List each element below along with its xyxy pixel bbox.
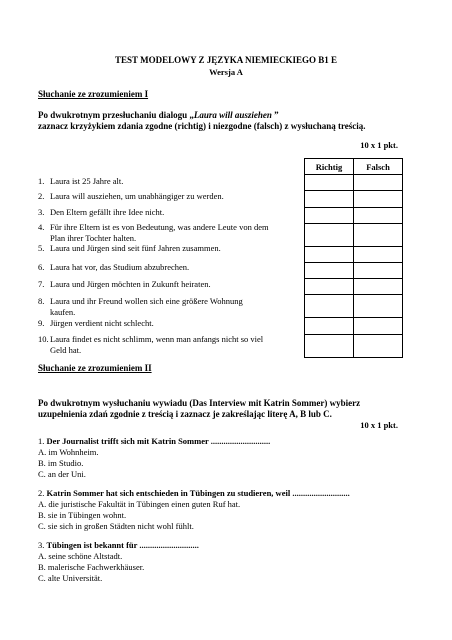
answer-cell-richtig-1[interactable] [305, 175, 354, 191]
answer-option[interactable]: B. sie in Tübingen wohnt. [38, 510, 127, 520]
section2-points: 10 x 1 pkt. [360, 420, 398, 430]
statement-item [38, 243, 221, 254]
statement-number: 5. [38, 243, 45, 253]
answer-cell-falsch-4[interactable] [354, 223, 403, 246]
answer-cell-falsch-1[interactable] [354, 175, 403, 191]
section1-instruction-line2: zaznacz krzyżykiem zdania zgodne (richtig) i niezgodne (falsch) z wysłuchaną treścią. [38, 121, 366, 131]
answer-option[interactable]: A. die juristische Fakultät in Tübingen einen guten Ruf hat. [38, 499, 241, 509]
instruction-post: ” [271, 110, 279, 120]
answer-cell-richtig-10[interactable] [305, 334, 354, 357]
section1-heading: Słuchanie ze zrozumieniem I [38, 89, 149, 99]
question-stem [38, 540, 199, 551]
statement-number: 1. [38, 176, 45, 186]
section1-points: 10 x 1 pkt. [360, 140, 398, 150]
question-text: Tübingen ist bekannt für ............................ [46, 540, 199, 550]
statement-text: Laura will ausziehen, um unabhängiger zu werden. [50, 191, 224, 201]
statement-number: 2. [38, 191, 45, 201]
document-version: Wersja A [209, 67, 243, 77]
statement-number: 9. [38, 318, 45, 328]
question-number: 3. [38, 540, 45, 550]
answer-cell-falsch-8[interactable] [354, 295, 403, 318]
statement-item [38, 222, 269, 243]
answer-option[interactable]: A. seine schöne Altstadt. [38, 551, 123, 561]
statement-number: 3. [38, 207, 45, 217]
answer-option[interactable]: A. im Wohnheim. [38, 447, 99, 457]
answer-cell-richtig-3[interactable] [305, 207, 354, 223]
answer-cell-richtig-6[interactable] [305, 262, 354, 278]
answer-option[interactable]: B. malerische Fachwerkhäuser. [38, 562, 145, 572]
statement-text: Laura hat vor, das Studium abzubrechen. [50, 262, 190, 272]
statement-number: 10. [38, 334, 49, 344]
answer-option[interactable]: B. im Studio. [38, 458, 84, 468]
answer-cell-falsch-10[interactable] [354, 334, 403, 357]
section2-instruction-line2: uzupełnienia zdań zgodnie z treścią i zaznacz je zakreślając literę A, B lub C. [38, 409, 332, 419]
statement-item [38, 262, 189, 273]
section2-instruction-line1: Po dwukrotnym wysłuchaniu wywiadu (Das Interview mit Katrin Sommer) wybierz [38, 398, 361, 408]
answer-cell-falsch-5[interactable] [354, 246, 403, 262]
statement-number: 8. [38, 296, 45, 306]
answer-cell-falsch-7[interactable] [354, 279, 403, 295]
statement-text: Laura und ihr Freund wollen sich eine größere Wohnung [50, 296, 243, 306]
document-title: TEST MODELOWY Z JĘZYKA NIEMIECKIEGO B1 E [114, 55, 338, 65]
question-number: 1. [38, 436, 45, 446]
answer-option[interactable]: C. alte Universität. [38, 573, 103, 583]
question-text: Der Journalist trifft sich mit Katrin Sommer ............................ [46, 436, 271, 446]
answer-option[interactable]: C. an der Uni. [38, 469, 86, 479]
answer-cell-falsch-2[interactable] [354, 191, 403, 207]
dialog-title: Laura will ausziehen [193, 110, 272, 120]
statement-item [38, 207, 164, 218]
answer-grid [304, 158, 403, 358]
statement-number: 7. [38, 279, 45, 289]
answer-cell-richtig-8[interactable] [305, 295, 354, 318]
col-richtig-header: Richtig [305, 159, 354, 175]
statement-text: Für ihre Eltern ist es von Bedeutung, was andere Leute von dem [50, 222, 269, 232]
statement-text: Laura ist 25 Jahre alt. [50, 176, 124, 186]
statement-text: Den Eltern gefällt ihre Idee nicht. [50, 207, 165, 217]
instruction-pre: Po dwukrotnym przesłuchaniu dialogu „ [38, 110, 194, 120]
statement-number: 6. [38, 262, 45, 272]
statement-number: 4. [38, 222, 45, 232]
col-falsch-header: Falsch [354, 159, 403, 175]
statement-item [38, 191, 224, 202]
question-stem [38, 436, 270, 447]
statement-text-cont: kaufen. [50, 306, 76, 317]
answer-cell-richtig-2[interactable] [305, 191, 354, 207]
answer-cell-falsch-9[interactable] [354, 318, 403, 334]
statement-item [38, 318, 154, 329]
statement-text: Jürgen verdient nicht schlecht. [50, 318, 154, 328]
question-text: Katrin Sommer hat sich entschieden in Tübingen zu studieren, weil ........................... [46, 488, 350, 498]
statement-item [38, 279, 211, 290]
answer-cell-falsch-3[interactable] [354, 207, 403, 223]
statement-item [38, 296, 243, 317]
statement-text-cont: Plan ihrer Tochter halten. [50, 232, 137, 243]
section1-instruction [38, 110, 279, 121]
question-stem [38, 488, 350, 499]
question-number: 2. [38, 488, 45, 498]
answer-cell-richtig-5[interactable] [305, 246, 354, 262]
section2-heading: Słuchanie ze zrozumieniem II [38, 363, 152, 373]
statement-text: Laura findet es nicht schlimm, wenn man anfangs nicht so viel [50, 334, 264, 344]
answer-option[interactable]: C. sie sich in großen Städten nicht wohl fühlt. [38, 521, 194, 531]
statement-text-cont: Geld hat. [50, 344, 82, 355]
statement-item [38, 334, 263, 355]
answer-cell-richtig-9[interactable] [305, 318, 354, 334]
answer-cell-richtig-7[interactable] [305, 279, 354, 295]
statement-item [38, 176, 123, 187]
answer-cell-richtig-4[interactable] [305, 223, 354, 246]
statement-text: Laura und Jürgen möchten in Zukunft heiraten. [50, 279, 211, 289]
answer-cell-falsch-6[interactable] [354, 262, 403, 278]
statement-text: Laura und Jürgen sind seit fünf Jahren zusammen. [50, 243, 221, 253]
